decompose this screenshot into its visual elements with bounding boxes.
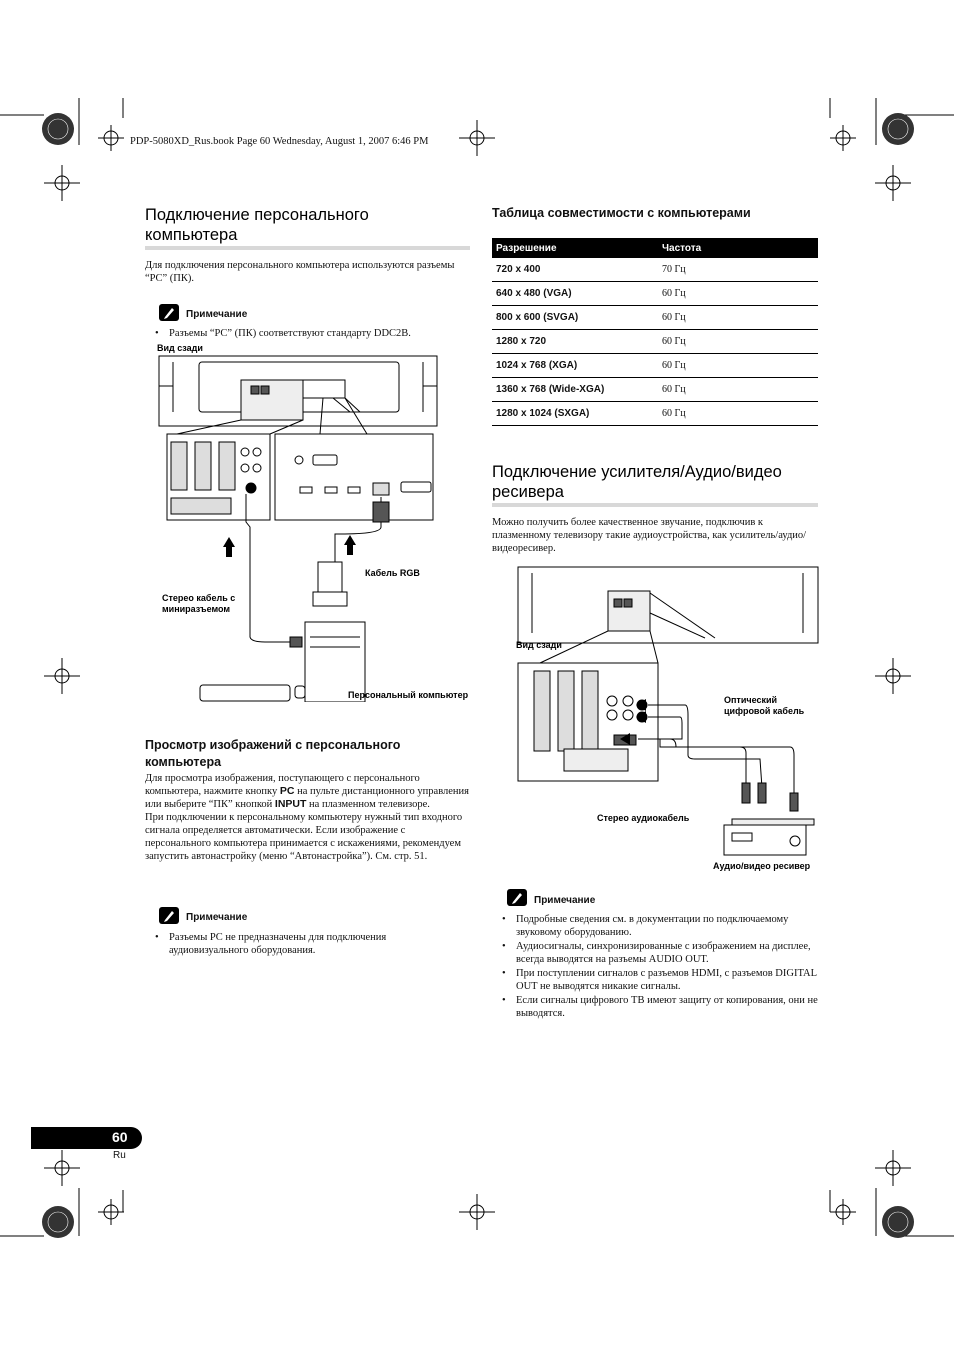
note-item: • Разъемы “PC” (ПК) соответствуют стандарту DDC2B. [155, 327, 475, 340]
section-title-pc-connection: Подключение персонального компьютера [145, 206, 369, 244]
table-row [492, 354, 818, 378]
note-pencil-icon [507, 889, 527, 906]
frequency-cell: 60 Гц [658, 402, 818, 426]
note-item: • Разъемы PC не предназначены для подключения аудиовизуального оборудования. [155, 931, 455, 957]
pc-view-text-a: Для просмотра изображения, поступающего с персонального компьютера, нажмите кнопку [145, 773, 420, 797]
optical-cable-label-line1: Оптический [724, 695, 778, 705]
resolution-cell: 720 x 400 [492, 258, 658, 282]
header-frequency: Частота [658, 238, 818, 258]
note-item: • Аудиосигналы, синхронизированные с изображением на дисплее, всегда выводятся на разъемы AUDIO OUT. [502, 940, 822, 966]
pc-button-name: PC [279, 785, 295, 797]
rgb-cable-label: Кабель RGB [365, 568, 420, 578]
frequency-cell: 60 Гц [658, 354, 818, 378]
frequency-cell: 60 Гц [658, 306, 818, 330]
stereo-cable-label-line2: миниразъемом [162, 604, 231, 614]
section-rule [145, 246, 470, 250]
rear-view-label: Вид сзади [157, 343, 203, 353]
section-receiver-intro: Можно получить более качественное звучание, подключив к плазменному телевизору такие аудиоустройства, как усилитель/аудио/видеоресивер. [492, 517, 807, 554]
table-row [492, 258, 818, 282]
table-header-row [492, 238, 818, 258]
resolution-cell: 1024 x 768 (XGA) [492, 354, 658, 378]
frequency-cell: 70 Гц [658, 258, 818, 282]
stereo-cable-label-line1: Стерео кабель с [162, 593, 236, 603]
note-item: • Подробные сведения см. в документации по подключаемому звуковому оборудованию. [502, 913, 822, 939]
note-item: • Если сигналы цифрового ТВ имеют защиту от копирования, они не выводятся. [502, 994, 822, 1020]
section-rule [492, 503, 818, 507]
av-receiver-label: Аудио/видео ресивер [713, 861, 811, 871]
note-item: • При поступлении сигналов с разъемов HDMI, с разъемов DIGITAL OUT не выводятся никакие сигналы. [502, 967, 822, 993]
stereo-audio-cable-label: Стерео аудиокабель [597, 813, 690, 823]
section-pc-view-paragraph [145, 772, 470, 863]
stereo-cable-label [162, 593, 235, 615]
pc-connection-diagram [155, 352, 475, 702]
pc-view-text-b: на пульте дистанционного управления или выберите “ПК” кнопкой [145, 786, 469, 810]
frequency-cell: 60 Гц [658, 282, 818, 306]
note-pencil-icon [159, 907, 179, 924]
note-list [155, 327, 475, 341]
page-number: 60 [112, 1129, 128, 1145]
table-row [492, 306, 818, 330]
frequency-cell: 60 Гц [658, 378, 818, 402]
book-header-line: PDP-5080XD_Rus.book Page 60 Wednesday, August 1, 2007 6:46 PM [130, 136, 429, 147]
table-row [492, 402, 818, 426]
note-list [155, 931, 455, 958]
table-row [492, 282, 818, 306]
rear-view-label: Вид сзади [516, 640, 562, 650]
table-title: Таблица совместимости с компьютерами [492, 206, 751, 220]
note-title: Примечание [186, 309, 248, 320]
note-title: Примечание [534, 895, 596, 906]
section-title-receiver: Подключение усилителя/Аудио/видео ресивера [492, 463, 782, 501]
compatibility-table [492, 238, 818, 426]
note-title: Примечание [186, 912, 248, 923]
optical-cable-label-line2: цифровой кабель [724, 706, 805, 716]
resolution-cell: 800 x 600 (SVGA) [492, 306, 658, 330]
receiver-connection-diagram [510, 563, 820, 873]
section-intro-text: Для подключения персонального компьютера используются разъемы “PC” (ПК). [145, 260, 455, 284]
page-language: Ru [113, 1150, 126, 1161]
resolution-cell: 1360 x 768 (Wide-XGA) [492, 378, 658, 402]
frequency-cell: 60 Гц [658, 330, 818, 354]
resolution-cell: 1280 x 1024 (SXGA) [492, 402, 658, 426]
input-button-name: INPUT [274, 798, 307, 810]
note-pencil-icon [159, 304, 179, 321]
optical-cable-label [724, 695, 804, 717]
note-list [502, 913, 822, 1021]
resolution-cell: 1280 x 720 [492, 330, 658, 354]
header-resolution: Разрешение [492, 238, 658, 258]
resolution-cell: 640 x 480 (VGA) [492, 282, 658, 306]
table-row [492, 378, 818, 402]
pc-view-text-c: на плазменном телевизоре. [306, 799, 430, 810]
section-title-pc-view: Просмотр изображений с персонального компьютера [145, 738, 401, 769]
table-row [492, 330, 818, 354]
pc-view-text-2: При подключении к персональному компьютеру нужный тип входного сигнала определяется автоматически. Если изображение с персонального компьютера принимается с искажениями, рекомендуем запустить автонастройку (меню “Автонастройка”). См. стр. 51. [145, 812, 463, 862]
pc-label: Персональный компьютер [348, 690, 469, 700]
